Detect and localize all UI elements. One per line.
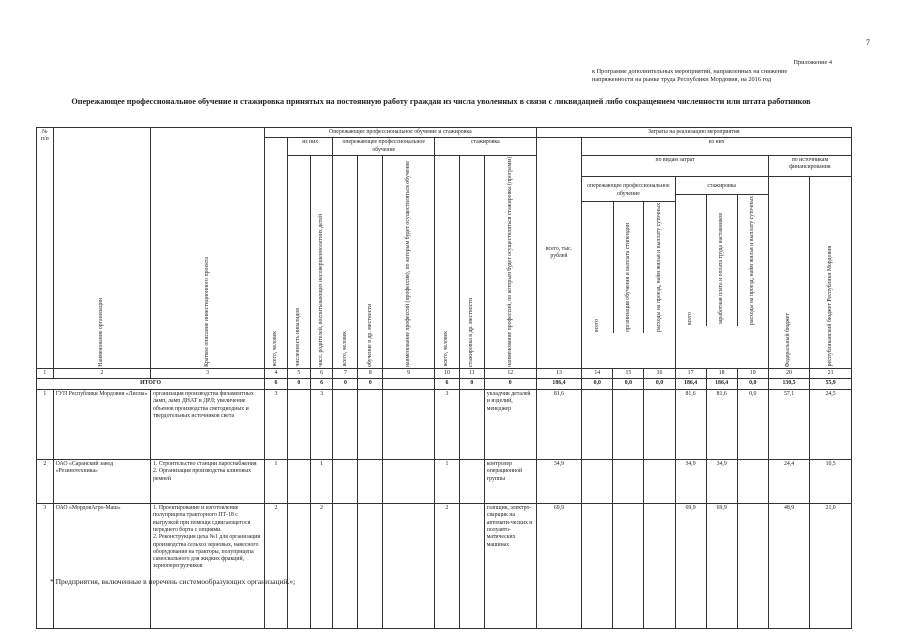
training-table xyxy=(36,127,852,629)
total-cell: 6 xyxy=(265,379,288,390)
row-c7 xyxy=(333,504,358,629)
row-c7 xyxy=(333,460,358,504)
colnum: 12 xyxy=(484,368,536,378)
row-project: 1. Строительство станции пароснабжения 2. Организация производства клиновых ремней xyxy=(151,460,265,504)
total-cell: 0 xyxy=(333,379,358,390)
row-c8 xyxy=(358,460,383,504)
row-org: ОАО «МордовАгро-Маш» xyxy=(53,504,150,629)
colnum: 7 xyxy=(333,368,358,378)
row-c19: 0,0 xyxy=(737,390,768,460)
row-project: организация производства филаментных ламп, ламп ДНАТ и ДРЛ; увеличение объемов производства светодиодных и твердотельных источников света xyxy=(151,390,265,460)
row-num: 1 xyxy=(37,390,54,460)
colnum: 4 xyxy=(265,368,288,378)
column-number-row xyxy=(37,368,852,378)
row-c5 xyxy=(287,460,310,504)
row-c20: 24,4 xyxy=(768,460,809,504)
table-row xyxy=(37,390,852,460)
row-num: 3 xyxy=(37,504,54,629)
appendix-ref-line2: напряженности на рынке труда Республики Мордовия, на 2016 год xyxy=(592,76,772,84)
total-cell: 0 xyxy=(484,379,536,390)
header-of-them: из них xyxy=(287,138,333,156)
total-cell: 6 xyxy=(310,379,333,390)
total-cell: 0,0 xyxy=(644,379,675,390)
total-cell: 0,0 xyxy=(737,379,768,390)
total-cell: 0,0 xyxy=(613,379,644,390)
row-c18: 69,9 xyxy=(706,504,737,629)
colnum: 18 xyxy=(706,368,737,378)
total-label: ИТОГО xyxy=(37,379,265,390)
row-c16 xyxy=(644,390,675,460)
colnum: 13 xyxy=(536,368,582,378)
header-of-them-costs: из них xyxy=(582,138,852,156)
total-cell: 0 xyxy=(459,379,484,390)
row-c11 xyxy=(459,504,484,629)
row-c15 xyxy=(613,460,644,504)
row-project: 1. Проектирование и изготовление полуприцепа тракторного ПТ-18 с выгрузкой при помощи сдвигающегося переднего борта с опциями. 2. Реконструкция цеха №1 для организации производства сельхоз зерновых, навесного оборудования на тракторы, полуприцепа самосвального для жидких фракций, зерноперегрузчиков xyxy=(151,504,265,629)
header-org: Наименование организации xyxy=(53,128,150,369)
row-c6: 1 xyxy=(310,460,333,504)
header-project: Краткое описание инвестиционного проекта xyxy=(151,128,265,369)
row-c18: 81,6 xyxy=(706,390,737,460)
header-train-professions: наименование профессий (профессия), по которым будет осуществляться обучение xyxy=(383,155,435,368)
row-c6: 3 xyxy=(310,390,333,460)
header-cost-training: опережающее профессиональное обучение xyxy=(582,177,674,202)
total-cell: 6 xyxy=(435,379,460,390)
row-c9 xyxy=(383,504,435,629)
header-intern-professions: наименование профессий, по которым будет осуществляться стажировка (программ) xyxy=(484,155,536,368)
row-c4: 2 xyxy=(265,504,288,629)
header-by-source: по источникам финансирования xyxy=(768,155,851,177)
header-ct-travel: расходы на проезд, найм жилья и выплату суточных xyxy=(655,202,662,332)
row-c10: 1 xyxy=(435,460,460,504)
row-c14 xyxy=(582,460,613,504)
header-cost-training-group xyxy=(582,177,675,368)
header-by-cost-type: по видам затрат xyxy=(582,155,769,177)
header-total-people: всего, человек xyxy=(265,138,288,368)
row-c21: 24,5 xyxy=(810,390,852,460)
colnum: 3 xyxy=(151,368,265,378)
header-ct-all: всего xyxy=(582,202,613,333)
header-parents: числ. родителей, воспитывающих несовершеннолетних детей xyxy=(310,155,333,368)
colnum: 5 xyxy=(287,368,310,378)
row-c10: 3 xyxy=(435,390,460,460)
header-ci-all: всего xyxy=(676,195,707,326)
colnum: 20 xyxy=(768,368,809,378)
colnum: 8 xyxy=(358,368,383,378)
row-c13: 34,9 xyxy=(536,460,582,504)
row-c19 xyxy=(737,504,768,629)
total-cell: 186,4 xyxy=(706,379,737,390)
colnum: 14 xyxy=(582,368,613,378)
row-c14 xyxy=(582,390,613,460)
total-cell xyxy=(383,379,435,390)
header-cost-total: всего, тыс. рублей xyxy=(536,138,582,368)
header-disabled: численность инвалидов xyxy=(287,155,310,368)
colnum: 1 xyxy=(37,368,54,378)
table-row xyxy=(37,504,852,629)
total-cell: 130,5 xyxy=(768,379,809,390)
row-org: ОАО «Саранский завод «Резинотехника» xyxy=(53,460,150,504)
row-org: ГУП Республики Мордовия «Лисма» xyxy=(53,390,150,460)
row-c7 xyxy=(333,390,358,460)
row-c4: 3 xyxy=(265,390,288,460)
row-c20: 57,1 xyxy=(768,390,809,460)
row-c16 xyxy=(644,460,675,504)
row-c12: газпщик, электро-сварщик на автомати-ческих и полуавто-матических машинах xyxy=(484,504,536,629)
header-costs-group: Затраты на реализацию мероприятия xyxy=(536,128,851,138)
appendix-header xyxy=(592,59,892,85)
row-c10: 2 xyxy=(435,504,460,629)
colnum: 21 xyxy=(810,368,852,378)
row-c14 xyxy=(582,504,613,629)
header-ct-org: организация обучения и выплата стипендии xyxy=(613,202,644,333)
appendix-ref-line1: к Программе дополнительных мероприятий, направленных на снижение xyxy=(592,67,788,75)
row-c8 xyxy=(358,504,383,629)
colnum: 11 xyxy=(459,368,484,378)
header-intern-other-place: стажировка в др. местности xyxy=(459,155,484,368)
total-cell: 0 xyxy=(358,379,383,390)
row-c21: 21,0 xyxy=(810,504,852,629)
colnum: 16 xyxy=(644,368,675,378)
colnum: 9 xyxy=(383,368,435,378)
total-cell: 186,4 xyxy=(675,379,706,390)
header-cost-intern-group xyxy=(675,177,768,368)
appendix-label: Приложение 4 xyxy=(793,59,832,66)
footnote: * Предприятия, включенные в перечень системообразующих организаций.»; xyxy=(50,577,296,586)
header-ci-wage: заработная плата и оплата труда наставников xyxy=(706,195,737,326)
header-internship: стажировка xyxy=(435,138,537,156)
row-c20: 48,9 xyxy=(768,504,809,629)
row-c15 xyxy=(613,504,644,629)
row-num: 2 xyxy=(37,460,54,504)
row-c9 xyxy=(383,460,435,504)
page-number: 7 xyxy=(866,38,870,47)
row-c5 xyxy=(287,390,310,460)
header-ci-travel: расходы на проезд, найм жилья и выплату суточных xyxy=(749,195,756,325)
row-c12: контролер операционной группы xyxy=(484,460,536,504)
row-c12: укладчик деталей и изделий, менеджер xyxy=(484,390,536,460)
header-cost-intern: стажировка xyxy=(676,177,768,194)
header-intern-total: всего, человек xyxy=(435,155,460,368)
header-num: № п/п xyxy=(37,128,54,369)
colnum: 19 xyxy=(737,368,768,378)
row-c4: 1 xyxy=(265,460,288,504)
total-cell: 0 xyxy=(287,379,310,390)
total-cell: 55,9 xyxy=(810,379,852,390)
row-c11 xyxy=(459,390,484,460)
header-train-other-place: обучение в др. местности xyxy=(358,155,383,368)
total-cell: 0,0 xyxy=(582,379,613,390)
header-federal: Федеральный бюджет xyxy=(768,177,809,368)
row-c5 xyxy=(287,504,310,629)
total-cell: 186,4 xyxy=(536,379,582,390)
colnum: 6 xyxy=(310,368,333,378)
colnum: 2 xyxy=(53,368,150,378)
colnum: 10 xyxy=(435,368,460,378)
row-c16 xyxy=(644,504,675,629)
row-c21: 10,5 xyxy=(810,460,852,504)
row-c6: 2 xyxy=(310,504,333,629)
document-title: Опережающее профессиональное обучение и стажировка принятых на постоянную работу граждан из числа уволенных в связи с ликвидацией либо сокращением численности или штата работников xyxy=(71,97,811,106)
row-c17: 69,9 xyxy=(675,504,706,629)
header-train-total: всего, человек xyxy=(333,155,358,368)
row-c11 xyxy=(459,460,484,504)
row-c9 xyxy=(383,390,435,460)
row-c13: 69,9 xyxy=(536,504,582,629)
row-c18: 34,9 xyxy=(706,460,737,504)
colnum: 17 xyxy=(675,368,706,378)
row-c13: 81,6 xyxy=(536,390,582,460)
table-row xyxy=(37,460,852,504)
colnum: 15 xyxy=(613,368,644,378)
header-training-group: Опережающее профессиональное обучение и стажировка xyxy=(265,128,537,138)
row-c8 xyxy=(358,390,383,460)
row-c19 xyxy=(737,460,768,504)
total-row xyxy=(37,379,852,390)
row-c15 xyxy=(613,390,644,460)
header-republic: республиканский бюджет Республики Мордовия xyxy=(810,177,852,368)
row-c17: 81,6 xyxy=(675,390,706,460)
row-c17: 34,9 xyxy=(675,460,706,504)
header-advanced-training: опережающее профессиональное обучение xyxy=(333,138,435,156)
